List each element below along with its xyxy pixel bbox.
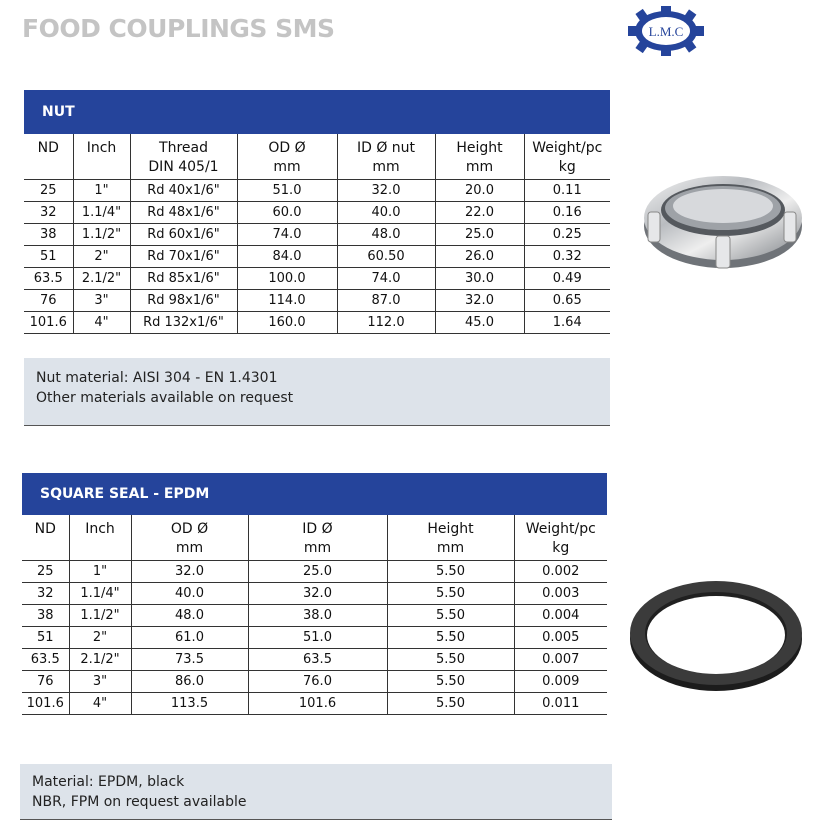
seal-column-header-unit: mm [175, 540, 204, 556]
seal-table-row [22, 605, 607, 627]
nut-table-cell: 30.0 [435, 268, 524, 290]
nut-table-cell: 0.11 [524, 180, 610, 202]
seal-table-cell: 1" [69, 561, 131, 583]
nut-column-header-label: Height [456, 140, 503, 156]
seal-column-header [131, 515, 248, 561]
nut-table-cell: 112.0 [337, 312, 435, 334]
nut-table-row [24, 246, 610, 268]
nut-table-row [24, 268, 610, 290]
seal-table-cell: 73.5 [131, 649, 248, 671]
nut-table-cell: 2" [73, 246, 130, 268]
nut-table-cell: 32.0 [337, 180, 435, 202]
nut-column-header [73, 134, 130, 180]
nut-table-cell: 38 [24, 224, 73, 246]
seal-column-header [248, 515, 387, 561]
nut-table-cell: 51.0 [237, 180, 337, 202]
seal-table-cell: 63.5 [22, 649, 69, 671]
seal-column-header-label: Height [427, 521, 474, 537]
nut-table-cell: Rd 98x1/6" [130, 290, 237, 312]
nut-table-cell: 84.0 [237, 246, 337, 268]
seal-column-header-unit [72, 539, 129, 558]
nut-table-row [24, 224, 610, 246]
nut-table-cell: 26.0 [435, 246, 524, 268]
seal-table-cell: 38 [22, 605, 69, 627]
nut-table-cell: 48.0 [337, 224, 435, 246]
nut-table-cell: 1.1/4" [73, 202, 130, 224]
nut-column-header-label: OD Ø [268, 140, 306, 156]
seal-table-row [22, 627, 607, 649]
seal-table-cell: 2.1/2" [69, 649, 131, 671]
nut-table-cell: 32.0 [435, 290, 524, 312]
nut-table-cell: 0.16 [524, 202, 610, 224]
nut-column-header-unit [76, 158, 128, 177]
seal-table-cell: 32.0 [248, 583, 387, 605]
seal-photo [628, 578, 804, 694]
nut-table-cell: 101.6 [24, 312, 73, 334]
seal-table-cell: 2" [69, 627, 131, 649]
seal-table-cell: 0.011 [514, 693, 607, 715]
nut-table-cell: 100.0 [237, 268, 337, 290]
seal-table [22, 515, 607, 715]
seal-table-cell: 32.0 [131, 561, 248, 583]
nut-table-cell: Rd 70x1/6" [130, 246, 237, 268]
seal-table-cell: 101.6 [22, 693, 69, 715]
seal-table-cell: 5.50 [387, 649, 514, 671]
nut-table-cell: 51 [24, 246, 73, 268]
seal-column-header [514, 515, 607, 561]
nut-table-cell: 1" [73, 180, 130, 202]
nut-column-header-unit [26, 158, 71, 177]
nut-column-header [524, 134, 610, 180]
seal-column-header-unit: mm [303, 540, 332, 556]
nut-table-cell: 0.32 [524, 246, 610, 268]
page-title: FOOD COUPLINGS SMS [22, 14, 335, 43]
seal-table-cell: 0.004 [514, 605, 607, 627]
seal-table-cell: 113.5 [131, 693, 248, 715]
seal-section [22, 473, 607, 715]
nut-material-note [24, 358, 610, 426]
nut-column-header-unit: kg [558, 159, 576, 175]
nut-column-header-unit: mm [465, 159, 494, 175]
nut-table-cell: 22.0 [435, 202, 524, 224]
nut-section [24, 90, 610, 334]
seal-table-cell: 25.0 [248, 561, 387, 583]
nut-table-header-row [24, 134, 610, 180]
nut-column-header-unit: mm [273, 159, 301, 175]
seal-column-header-unit: kg [552, 540, 570, 556]
seal-table-cell: 5.50 [387, 561, 514, 583]
seal-table-cell: 0.002 [514, 561, 607, 583]
nut-section-header: NUT [24, 90, 610, 134]
nut-column-header [337, 134, 435, 180]
seal-section-header: SQUARE SEAL - EPDM [22, 473, 607, 515]
seal-column-header-label: ND [34, 521, 56, 537]
seal-table-cell: 0.009 [514, 671, 607, 693]
nut-table-cell: 76 [24, 290, 73, 312]
seal-table-row [22, 693, 607, 715]
nut-table-cell: 20.0 [435, 180, 524, 202]
nut-table-row [24, 180, 610, 202]
seal-table-cell: 25 [22, 561, 69, 583]
nut-table-cell: 1.64 [524, 312, 610, 334]
seal-column-header-unit: mm [436, 540, 465, 556]
seal-table-cell: 0.005 [514, 627, 607, 649]
seal-note-line-1: Material: EPDM, black [32, 774, 185, 790]
nut-table-cell: 40.0 [337, 202, 435, 224]
nut-table-row [24, 312, 610, 334]
nut-note-line-2: Other materials available on request [36, 390, 294, 406]
seal-table-cell: 76 [22, 671, 69, 693]
nut-table-cell: 25.0 [435, 224, 524, 246]
nut-column-header-label: ID Ø nut [356, 140, 416, 156]
nut-table-row [24, 202, 610, 224]
nut-table-cell: 60.0 [237, 202, 337, 224]
seal-table-cell: 48.0 [131, 605, 248, 627]
seal-table-cell: 101.6 [248, 693, 387, 715]
nut-table-body [24, 180, 610, 334]
seal-table-cell: 86.0 [131, 671, 248, 693]
nut-table-cell: 32 [24, 202, 73, 224]
seal-table-cell: 1.1/4" [69, 583, 131, 605]
seal-column-header-label: Weight/pc [525, 521, 596, 537]
nut-table-cell: 1.1/2" [73, 224, 130, 246]
seal-table-cell: 0.007 [514, 649, 607, 671]
nut-table-cell: 0.65 [524, 290, 610, 312]
seal-table-cell: 61.0 [131, 627, 248, 649]
nut-column-header [435, 134, 524, 180]
nut-column-header-unit: DIN 405/1 [148, 159, 219, 175]
seal-table-cell: 5.50 [387, 605, 514, 627]
nut-table-cell: Rd 40x1/6" [130, 180, 237, 202]
nut-column-header-unit: mm [372, 159, 400, 175]
nut-column-header [24, 134, 73, 180]
seal-table-cell: 3" [69, 671, 131, 693]
seal-table-cell: 5.50 [387, 627, 514, 649]
seal-table-cell: 51 [22, 627, 69, 649]
nut-table-cell: 0.49 [524, 268, 610, 290]
nut-table-cell: 114.0 [237, 290, 337, 312]
seal-table-cell: 1.1/2" [69, 605, 131, 627]
nut-table [24, 134, 610, 334]
seal-table-row [22, 671, 607, 693]
seal-table-cell: 40.0 [131, 583, 248, 605]
nut-table-cell: 160.0 [237, 312, 337, 334]
seal-column-header [387, 515, 514, 561]
seal-table-row [22, 561, 607, 583]
nut-photo [640, 170, 806, 274]
seal-table-cell: 4" [69, 693, 131, 715]
seal-table-row [22, 583, 607, 605]
nut-column-header [130, 134, 237, 180]
seal-table-body [22, 561, 607, 715]
seal-column-header [22, 515, 69, 561]
nut-table-cell: 25 [24, 180, 73, 202]
logo-text: L.M.C [648, 24, 684, 39]
nut-table-cell: 87.0 [337, 290, 435, 312]
seal-table-cell: 76.0 [248, 671, 387, 693]
nut-table-cell: 3" [73, 290, 130, 312]
nut-table-cell: Rd 48x1/6" [130, 202, 237, 224]
nut-table-cell: 63.5 [24, 268, 73, 290]
nut-column-header-label: ND [37, 140, 59, 156]
nut-column-header-label: Weight/pc [532, 140, 603, 156]
nut-column-header-label: Thread [159, 140, 208, 156]
seal-material-note [20, 764, 612, 820]
nut-table-cell: Rd 132x1/6" [130, 312, 237, 334]
nut-column-header-label: Inch [86, 140, 117, 156]
nut-table-row [24, 290, 610, 312]
nut-table-cell: Rd 85x1/6" [130, 268, 237, 290]
seal-column-header-label: ID Ø [302, 521, 333, 537]
nut-table-cell: 74.0 [337, 268, 435, 290]
nut-table-cell: 0.25 [524, 224, 610, 246]
seal-table-row [22, 649, 607, 671]
seal-table-cell: 5.50 [387, 671, 514, 693]
nut-column-header [237, 134, 337, 180]
seal-table-cell: 5.50 [387, 693, 514, 715]
nut-table-cell: 45.0 [435, 312, 524, 334]
seal-table-cell: 0.003 [514, 583, 607, 605]
seal-table-header-row [22, 515, 607, 561]
seal-table-cell: 32 [22, 583, 69, 605]
seal-column-header-label: Inch [85, 521, 115, 537]
seal-note-line-2: NBR, FPM on request available [32, 794, 247, 810]
seal-table-cell: 38.0 [248, 605, 387, 627]
seal-table-cell: 63.5 [248, 649, 387, 671]
seal-column-header-label: OD Ø [170, 521, 209, 537]
seal-table-cell: 5.50 [387, 583, 514, 605]
nut-note-line-1: Nut material: AISI 304 - EN 1.4301 [36, 370, 278, 386]
nut-table-cell: 2.1/2" [73, 268, 130, 290]
nut-table-cell: 60.50 [337, 246, 435, 268]
nut-table-cell: 4" [73, 312, 130, 334]
seal-column-header [69, 515, 131, 561]
nut-table-cell: 74.0 [237, 224, 337, 246]
nut-table-cell: Rd 60x1/6" [130, 224, 237, 246]
seal-column-header-unit [24, 539, 67, 558]
lmc-logo [628, 6, 704, 56]
seal-table-cell: 51.0 [248, 627, 387, 649]
